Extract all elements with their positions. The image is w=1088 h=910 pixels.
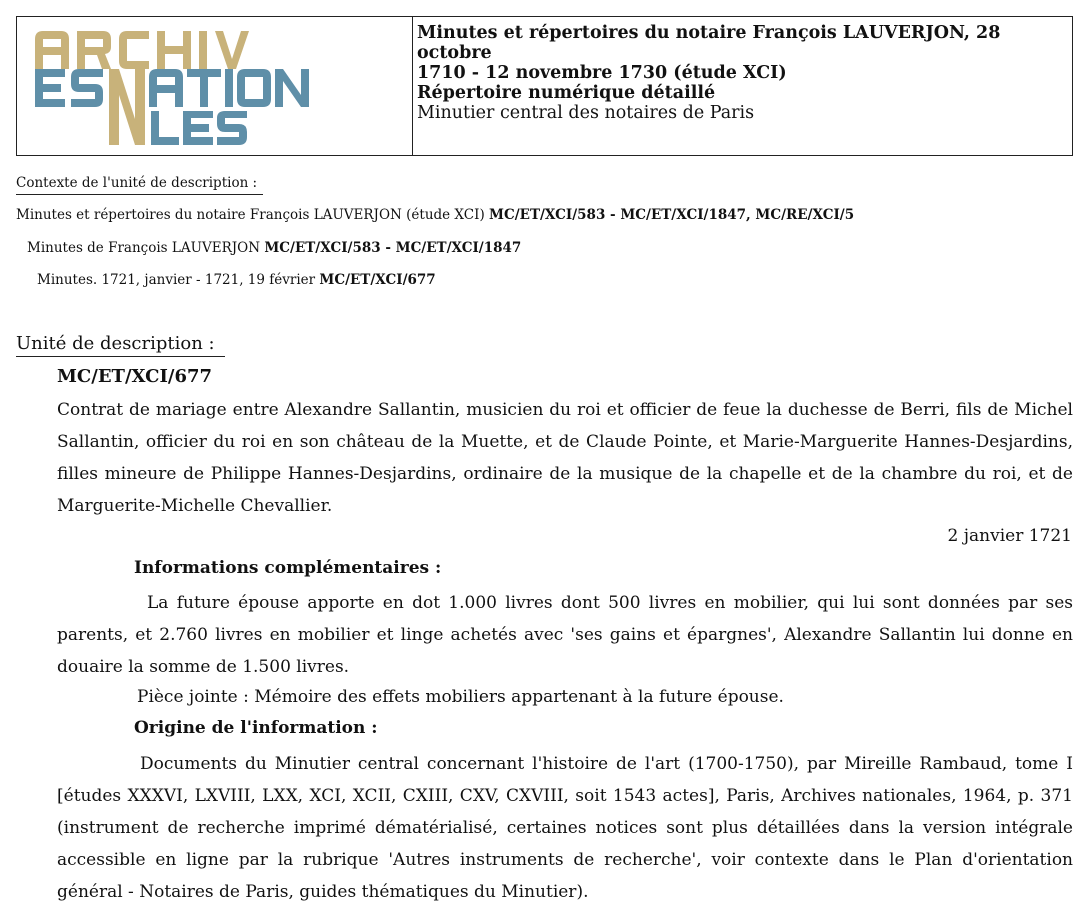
context-level-2-text: Minutes de François LAUVERJON <box>27 240 261 256</box>
unit-description: Contrat de mariage entre Alexandre Sallantin, musicien du roi et officier de feue la duchesse de Berri, fils de Michel Sallantin, officier du roi en son château de la Muette, et de Claude Pointe, et Marie-Marguerite Hannes-Desjardins, filles mineure de Philippe Hannes-Desjardins, ordinaire de la musique de la chapelle et de la chambre du roi, et de Marguerite-Michelle Chevallier. <box>57 400 1073 516</box>
origin-heading: Origine de l'information : <box>134 718 378 738</box>
header-title-cell <box>413 17 1072 155</box>
context-level-3[interactable] <box>37 272 436 288</box>
unit-date: 2 janvier 1721 <box>947 526 1072 546</box>
context-level-1-text: Minutes et répertoires du notaire François LAUVERJON (étude XCI) <box>16 207 485 223</box>
archives-nationales-logo <box>31 29 321 147</box>
info-heading: Informations complémentaires : <box>134 558 442 578</box>
header-table <box>16 16 1073 156</box>
fonds-title-line2: 1710 - 12 novembre 1730 (étude XCI) <box>417 63 787 83</box>
context-level-3-cote: MC/ET/XCI/677 <box>319 272 436 288</box>
context-level-1[interactable] <box>16 207 854 223</box>
context-heading: Contexte de l'unité de description : <box>16 175 263 195</box>
info-text: La future épouse apporte en dot 1.000 livres dont 500 livres en mobilier, qui lui sont données par ses parents, et 2.760 livres en mobilier et linge achetés avec 'ses gains et épargnes', Alexandre Sallantin lui donne en douaire la somme de 1.500 livres. <box>57 593 1073 677</box>
fonds-title-line1: Minutes et répertoires du notaire François LAUVERJON, 28 octobre <box>417 23 1001 63</box>
context-level-3-text: Minutes. 1721, janvier - 1721, 19 février <box>37 272 316 288</box>
context-level-2[interactable] <box>27 240 521 256</box>
logo-cell <box>17 17 413 155</box>
unit-cote: MC/ET/XCI/677 <box>57 366 213 387</box>
unit-heading: Unité de description : <box>16 333 225 357</box>
context-level-1-cote: MC/ET/XCI/583 - MC/ET/XCI/1847, MC/RE/XCI/5 <box>489 207 855 223</box>
origin-text: Documents du Minutier central concernant l'histoire de l'art (1700-1750), par Mireille Rambaud, tome I [études XXXVI, LXVIII, LXX, XCI, XCII, CXIII, CXV, CXVIII, soit 1543 actes], Paris, Archives nationales, 1964, p. 371 (instrument de recherche imprimé dématérialisé, certaines notices sont plus détaillées dans la version intégrale accessible en ligne par la rubrique 'Autres instruments de recherche', voir contexte dans le Plan d'orientation général - Notaires de Paris, guides thématiques du Minutier). <box>57 754 1073 902</box>
attachment-note: Pièce jointe : Mémoire des effets mobiliers appartenant à la future épouse. <box>137 687 784 707</box>
context-level-2-cote: MC/ET/XCI/583 - MC/ET/XCI/1847 <box>264 240 522 256</box>
fonds-subtitle: Répertoire numérique détaillé <box>417 83 716 103</box>
institution-name: Minutier central des notaires de Paris <box>417 103 755 123</box>
